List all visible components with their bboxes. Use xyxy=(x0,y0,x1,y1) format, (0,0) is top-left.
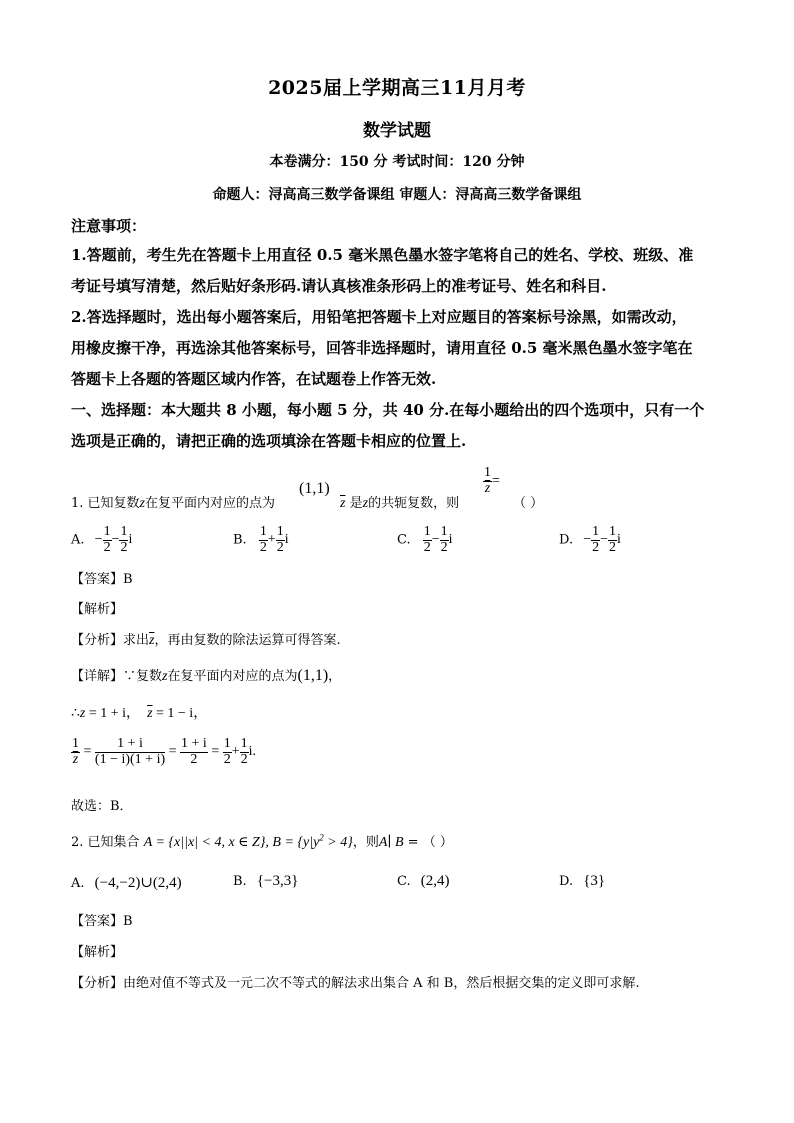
q1-calc-den3: 2 xyxy=(190,751,198,767)
q1-frac-den: z xyxy=(484,480,491,496)
q1-opt-a-i: i xyxy=(128,532,133,548)
q1-calc-period: . xyxy=(252,744,257,760)
q1-opt-d-op: − xyxy=(600,532,609,548)
q2-opt-d-text: {3} xyxy=(583,873,606,889)
q2-opt-d-letter: D. xyxy=(559,874,574,889)
q2-set-tail: > 4} xyxy=(323,835,353,850)
q2-opt-c-letter: C. xyxy=(397,874,411,889)
q1-opt-c-den2: 2 xyxy=(440,539,448,555)
q1-calc-plus: + xyxy=(231,744,240,760)
q1-calc-eq2: = xyxy=(168,744,177,760)
q1-stem-c: 是 xyxy=(349,496,363,511)
q1-xj-z: z xyxy=(162,669,168,684)
note-2-line-3: 答题卡上各题的答题区域内作答，在试题卷上作答无效. xyxy=(71,370,437,388)
q1-xiangjie-tag: 【详解】 xyxy=(71,669,124,684)
q1-opt-c-den1: 2 xyxy=(423,539,431,555)
q1-option-b xyxy=(233,525,289,555)
q1-fenxi-tag: 【分析】 xyxy=(71,633,124,648)
q2-stem xyxy=(71,831,453,851)
exam-meta: 本卷满分：150 分 考试时间：120 分钟 xyxy=(269,154,525,170)
exam-title: 2025届上学期高三11月月考 xyxy=(268,77,526,99)
q1-calculation xyxy=(71,737,256,767)
q1-answer-value: B xyxy=(123,572,133,587)
subject-title: 数学试题 xyxy=(363,121,431,141)
q1-frac-eq: = xyxy=(492,473,500,489)
q1-calc-eq3: = xyxy=(211,744,220,760)
q1-opt-a-den2: 2 xyxy=(120,539,128,555)
note-2-line-2: 用橡皮擦干净，再选涂其他答案标号，回答非选择题时，请用直径 0.5 毫米黑色墨水签字笔在 xyxy=(71,339,693,357)
q1-xj-b: 在复平面内对应的点为 xyxy=(167,669,298,684)
q2-option-c xyxy=(397,873,450,890)
q1-opt-d-num2: 1 xyxy=(609,524,617,539)
q1-fraction xyxy=(483,466,500,496)
q1-point: (1,1) xyxy=(299,480,330,497)
q1-calc-num2: 1 + i xyxy=(95,737,165,753)
q2-option-a xyxy=(71,873,182,892)
q2-eq: = （ ） xyxy=(403,835,453,850)
q1-opt-c-op: − xyxy=(431,532,440,548)
q2-sets xyxy=(143,832,353,850)
q1-stem-d: 的共轭复数，则 xyxy=(368,496,460,511)
note-1-line-2: 考证号填写清楚，然后贴好条形码.请认真核准条形码上的准考证号、姓名和科目. xyxy=(71,277,607,295)
q1-z2: z xyxy=(362,496,369,511)
q2-fenxi-tag: 【分析】 xyxy=(71,976,124,991)
q1-frac-num: 1 xyxy=(484,465,491,480)
q1-calc-num5: 1 xyxy=(240,736,248,751)
q1-opt-c-num2: 1 xyxy=(440,524,448,539)
q2-fenxi-text: 由绝对值不等式及一元二次不等式的解法求出集合 A 和 B，然后根据交集的定义即可求解. xyxy=(123,976,640,991)
q2-set-a: A = {x||x| < 4, x ∈ Z}, B = {y|y xyxy=(143,835,320,850)
q1-stem-b: 在复平面内对应的点为 xyxy=(145,496,276,511)
q1-opt-b-den2: 2 xyxy=(276,539,284,555)
q1-answer-tag: 【答案】 xyxy=(71,572,124,587)
q1-stem-a: 1. 已知复数 xyxy=(71,496,140,511)
q1-calc-num3: 1 + i xyxy=(181,736,207,751)
q2-fenxi xyxy=(71,972,640,991)
q1-opt-b-num1: 1 xyxy=(259,524,267,539)
q1-option-c xyxy=(397,525,453,555)
q2-ab: A∣ B xyxy=(378,835,404,850)
q1-calc-den5: 2 xyxy=(240,751,248,767)
q1-opt-a-op: − xyxy=(111,532,120,548)
q1-opt-a-den1: 2 xyxy=(103,539,111,555)
q1-calc-den2: (1 − i)(1 + i) xyxy=(94,751,166,767)
note-1-line-1: 1.答题前，考生先在答题卡上用直径 0.5 毫米黑色墨水签字笔将自己的姓名、学校、班级、准 xyxy=(71,246,694,264)
q1-z-eq: = 1 + i， xyxy=(85,706,141,721)
q1-xj-a: ∵复数 xyxy=(123,669,163,684)
q2-stem-b: ，则 xyxy=(352,835,379,850)
q1-opt-d-den1: 2 xyxy=(592,539,600,555)
q2-sup: 2 xyxy=(319,832,324,843)
q1-z: z xyxy=(139,496,145,511)
q1-opt-d-den2: 2 xyxy=(609,539,617,555)
q2-answer xyxy=(71,910,133,929)
q1-stem-2 xyxy=(340,492,459,512)
q1-calc-eq1: = xyxy=(83,744,92,760)
q1-calc-den4: 2 xyxy=(223,751,231,767)
q1-zbar-eq: = 1 − i， xyxy=(152,706,208,721)
q2-option-d xyxy=(559,873,605,890)
q1-opt-c-num1: 1 xyxy=(423,524,431,539)
q1-opt-b-i: i xyxy=(284,532,289,548)
q1-opt-b-op: + xyxy=(267,532,276,548)
q2-opt-b-text: {−3,3} xyxy=(256,873,299,889)
q2-opt-c-text: (2,4) xyxy=(420,873,450,889)
exam-authors: 命题人：浔高高三数学备课组 审题人：浔高高三数学备课组 xyxy=(212,187,582,203)
q1-analysis-tag: 【解析】 xyxy=(71,602,124,617)
q1-fenxi-a: 求出 xyxy=(123,633,150,648)
q2-opt-a-letter: A. xyxy=(71,876,85,891)
q2-answer-tag: 【答案】 xyxy=(71,914,124,929)
q2-opt-a-text: (−4,−2)∪(2,4) xyxy=(94,875,182,891)
q1-fenxi xyxy=(71,629,341,649)
q1-option-a xyxy=(71,525,132,555)
q1-option-d xyxy=(559,525,621,555)
q1-opt-d-i: i xyxy=(617,532,621,548)
q2-opt-b-letter: B. xyxy=(233,874,247,889)
q1-answer xyxy=(71,568,133,587)
note-2-line-1: 2.答选择题时，选出每小题答案后，用铅笔把答题卡上对应题目的答案标号涂黑，如需改动， xyxy=(71,308,687,326)
q1-opt-b-num2: 1 xyxy=(276,524,284,539)
q1-zval-zbar: $\overline{z}$ xyxy=(147,706,153,721)
notes-heading: 注意事项： xyxy=(71,217,147,235)
q1-z-values xyxy=(71,702,207,722)
q1-opt-c-letter: C. xyxy=(397,532,411,548)
q1-therefore: ∴ xyxy=(71,706,80,721)
section-1-line-2: 选项是正确的，请把正确的选项填涂在答题卡相应的位置上. xyxy=(71,432,467,450)
q2-answer-value: B xyxy=(123,914,133,929)
q2-stem-a: 2. 已知集合 xyxy=(71,835,140,850)
q1-fenxi-b: ，再由复数的除法运算可得答案. xyxy=(154,633,341,648)
q1-opt-d-num1: 1 xyxy=(592,524,600,539)
q1-stem xyxy=(71,492,275,512)
q1-opt-a-num1: 1 xyxy=(103,524,111,539)
q2-analysis-tag: 【解析】 xyxy=(71,945,124,960)
q1-opt-a-num2: 1 xyxy=(120,524,128,539)
q1-zval-z: z xyxy=(79,706,86,721)
q1-xj-point: (1,1) xyxy=(297,667,329,684)
q1-calc-num4: 1 xyxy=(223,736,231,751)
q1-fenxi-zbar: $\overline{z}$ xyxy=(149,633,155,648)
q1-calc-i: i xyxy=(248,744,253,760)
section-1-line-1: 一、选择题：本大题共 8 小题，每小题 5 分，共 40 分.在每小题给出的四个选项中，只有一个 xyxy=(71,401,705,419)
q1-zbar: $\overline{z}$ xyxy=(340,496,346,511)
q1-opt-d-letter: D. xyxy=(559,532,574,548)
q2-option-b xyxy=(233,873,298,890)
q1-xj-c: ， xyxy=(328,669,342,684)
q1-calc-num1: 1 xyxy=(72,736,79,751)
q1-opt-b-den1: 2 xyxy=(259,539,267,555)
q1-conclusion: 故选：B． xyxy=(71,799,133,814)
q1-opt-a-letter: A. xyxy=(71,532,85,548)
q1-opt-b-letter: B. xyxy=(233,532,247,548)
q1-opt-c-i: i xyxy=(448,532,453,548)
q1-opt-d-sign: − xyxy=(583,532,592,548)
q1-calc-den1: z xyxy=(72,751,79,767)
q1-xiangjie xyxy=(71,665,341,685)
q1-opt-a-sign: − xyxy=(94,532,103,548)
q1-answer-paren: （ ） xyxy=(513,496,544,511)
